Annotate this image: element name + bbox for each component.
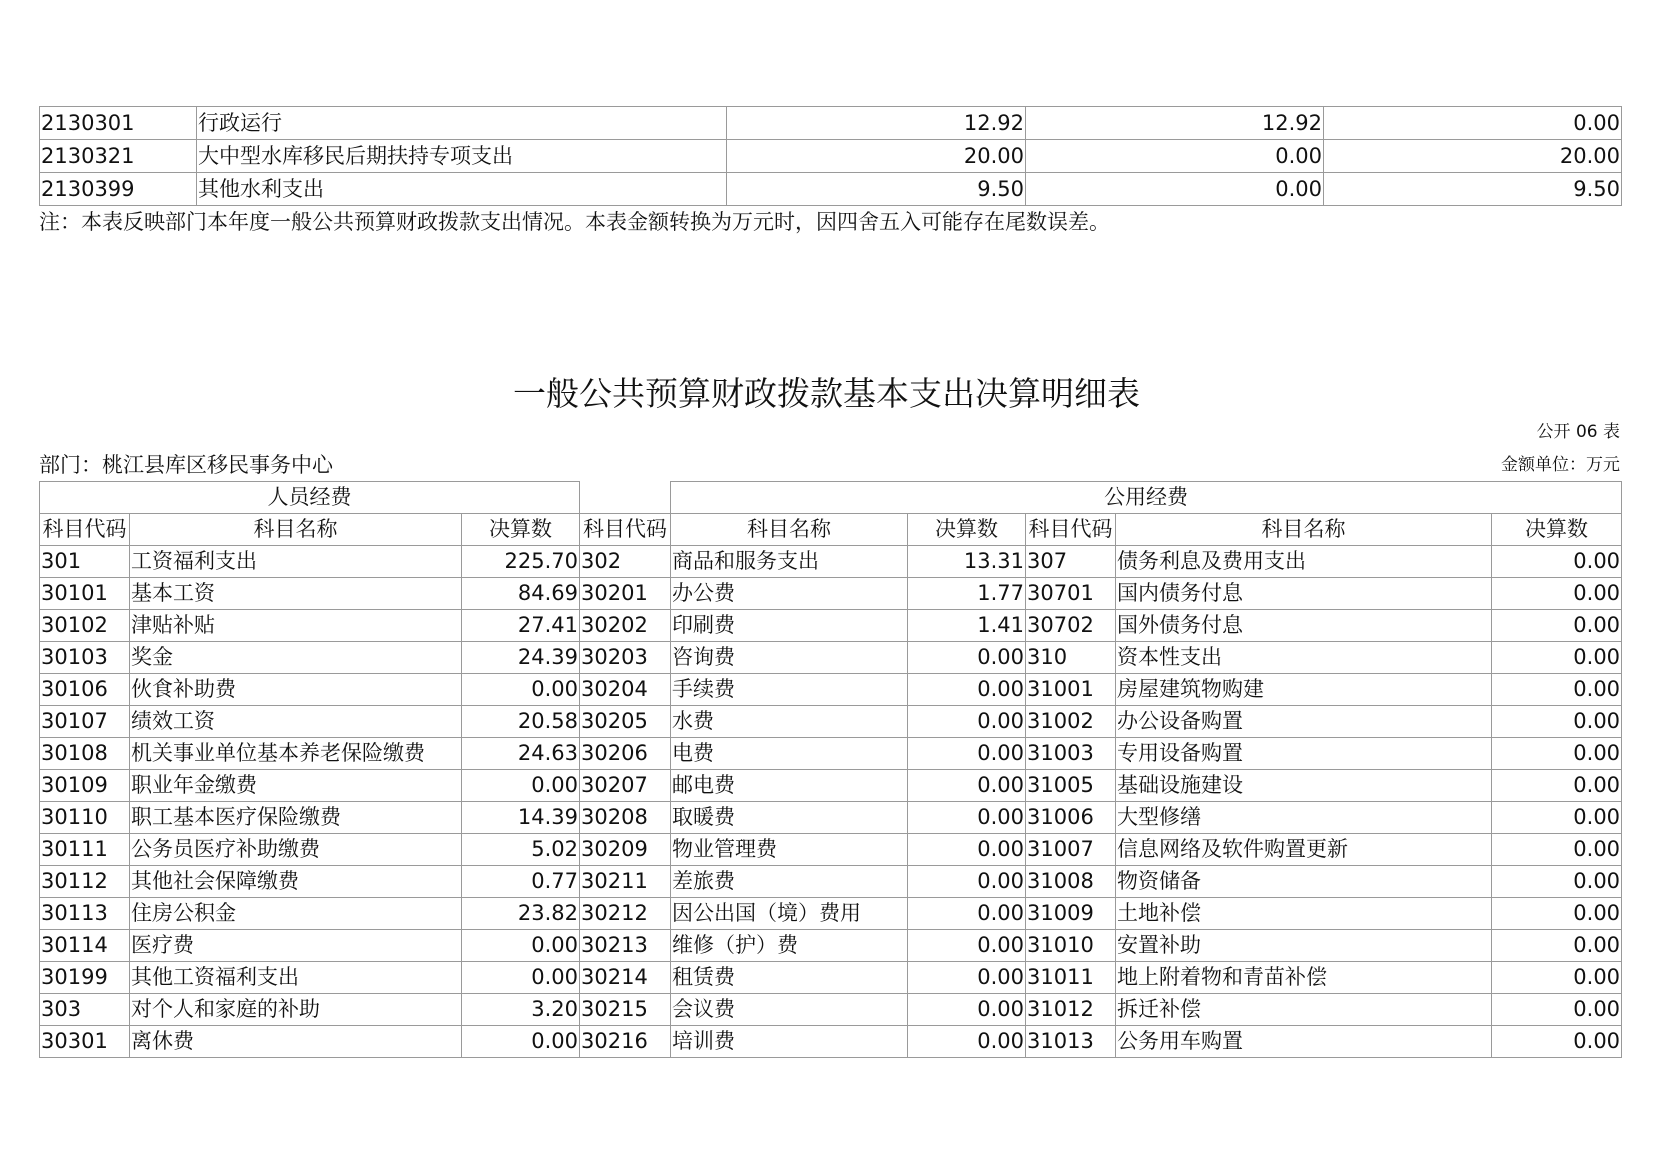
header-amount: 决算数 [1492, 514, 1622, 546]
personnel-amount: 0.00 [462, 930, 580, 962]
personnel-code: 30109 [40, 770, 130, 802]
capital-amount: 0.00 [1492, 962, 1622, 994]
capital-amount: 0.00 [1492, 546, 1622, 578]
header-code: 科目代码 [40, 514, 130, 546]
subject-code: 2130301 [40, 107, 197, 140]
goods-services-amount: 0.00 [908, 642, 1026, 674]
goods-services-amount: 0.00 [908, 866, 1026, 898]
amount-basic: 12.92 [1026, 107, 1324, 140]
capital-code: 30701 [1026, 578, 1116, 610]
goods-services-name: 水费 [671, 706, 908, 738]
capital-amount: 0.00 [1492, 706, 1622, 738]
capital-code: 31007 [1026, 834, 1116, 866]
header-code: 科目代码 [580, 514, 671, 546]
personnel-name: 机关事业单位基本养老保险缴费 [130, 738, 462, 770]
personnel-amount: 14.39 [462, 802, 580, 834]
goods-services-amount: 0.00 [908, 930, 1026, 962]
amount-unit: 金额单位：万元 [1501, 455, 1620, 475]
capital-code: 31009 [1026, 898, 1116, 930]
personnel-name: 基本工资 [130, 578, 462, 610]
amount-total: 12.92 [727, 107, 1026, 140]
goods-services-amount: 0.00 [908, 770, 1026, 802]
personnel-code: 30199 [40, 962, 130, 994]
header-name: 科目名称 [130, 514, 462, 546]
goods-services-amount: 0.00 [908, 898, 1026, 930]
capital-name: 国外债务付息 [1116, 610, 1492, 642]
capital-name: 安置补助 [1116, 930, 1492, 962]
capital-name: 国内债务付息 [1116, 578, 1492, 610]
table-row [40, 834, 1622, 866]
goods-services-name: 物业管理费 [671, 834, 908, 866]
subject-name: 其他水利支出 [197, 173, 727, 206]
capital-code: 31012 [1026, 994, 1116, 1026]
personnel-amount: 0.00 [462, 962, 580, 994]
capital-amount: 0.00 [1492, 994, 1622, 1026]
capital-amount: 0.00 [1492, 930, 1622, 962]
expense-detail-table [39, 481, 1622, 1058]
personnel-name: 绩效工资 [130, 706, 462, 738]
capital-amount: 0.00 [1492, 674, 1622, 706]
capital-code: 31002 [1026, 706, 1116, 738]
personnel-name: 津贴补贴 [130, 610, 462, 642]
personnel-code: 30103 [40, 642, 130, 674]
personnel-amount: 23.82 [462, 898, 580, 930]
personnel-amount: 84.69 [462, 578, 580, 610]
amount-project: 0.00 [1324, 107, 1622, 140]
goods-services-amount: 0.00 [908, 674, 1026, 706]
personnel-amount: 0.00 [462, 770, 580, 802]
prior-table [39, 106, 1622, 206]
capital-name: 房屋建筑物购建 [1116, 674, 1492, 706]
table-row [40, 578, 1622, 610]
personnel-amount: 3.20 [462, 994, 580, 1026]
personnel-amount: 0.77 [462, 866, 580, 898]
capital-amount: 0.00 [1492, 802, 1622, 834]
goods-services-amount: 0.00 [908, 994, 1026, 1026]
goods-services-name: 因公出国（境）费用 [671, 898, 908, 930]
goods-services-code: 30202 [580, 610, 671, 642]
goods-services-code: 30204 [580, 674, 671, 706]
table-row [40, 1026, 1622, 1058]
goods-services-code: 30213 [580, 930, 671, 962]
table-row [40, 770, 1622, 802]
table-row [40, 738, 1622, 770]
personnel-amount: 225.70 [462, 546, 580, 578]
capital-name: 债务利息及费用支出 [1116, 546, 1492, 578]
subject-name: 大中型水库移民后期扶持专项支出 [197, 140, 727, 173]
table-row [40, 546, 1622, 578]
amount-total: 9.50 [727, 173, 1026, 206]
capital-name: 资本性支出 [1116, 642, 1492, 674]
goods-services-code: 30205 [580, 706, 671, 738]
capital-code: 31013 [1026, 1026, 1116, 1058]
capital-name: 专用设备购置 [1116, 738, 1492, 770]
goods-services-code: 30209 [580, 834, 671, 866]
group-gap [580, 482, 671, 514]
goods-services-amount: 1.77 [908, 578, 1026, 610]
personnel-code: 30101 [40, 578, 130, 610]
capital-name: 物资储备 [1116, 866, 1492, 898]
capital-amount: 0.00 [1492, 866, 1622, 898]
goods-services-code: 30207 [580, 770, 671, 802]
header-amount: 决算数 [908, 514, 1026, 546]
table-row [40, 173, 1622, 206]
personnel-code: 30113 [40, 898, 130, 930]
personnel-name: 公务员医疗补助缴费 [130, 834, 462, 866]
goods-services-amount: 13.31 [908, 546, 1026, 578]
header-amount: 决算数 [462, 514, 580, 546]
personnel-code: 30112 [40, 866, 130, 898]
table-row [40, 107, 1622, 140]
column-header-row [40, 514, 1622, 546]
goods-services-amount: 0.00 [908, 802, 1026, 834]
amount-project: 20.00 [1324, 140, 1622, 173]
capital-code: 31011 [1026, 962, 1116, 994]
header-code: 科目代码 [1026, 514, 1116, 546]
personnel-name: 职工基本医疗保险缴费 [130, 802, 462, 834]
goods-services-name: 差旅费 [671, 866, 908, 898]
prior-table-body [40, 107, 1622, 206]
personnel-amount: 24.63 [462, 738, 580, 770]
table-note: 注：本表反映部门本年度一般公共预算财政拨款支出情况。本表金额转换为万元时，因四舍五入可能存在尾数误差。 [39, 210, 1110, 234]
personnel-amount: 20.58 [462, 706, 580, 738]
personnel-name: 伙食补助费 [130, 674, 462, 706]
capital-code: 31001 [1026, 674, 1116, 706]
capital-amount: 0.00 [1492, 610, 1622, 642]
capital-name: 办公设备购置 [1116, 706, 1492, 738]
personnel-amount: 0.00 [462, 1026, 580, 1058]
goods-services-name: 取暖费 [671, 802, 908, 834]
department-label: 部门：桃江县库区移民事务中心 [39, 453, 333, 477]
header-name: 科目名称 [671, 514, 908, 546]
capital-name: 基础设施建设 [1116, 770, 1492, 802]
capital-code: 31010 [1026, 930, 1116, 962]
goods-services-code: 30203 [580, 642, 671, 674]
goods-services-code: 30211 [580, 866, 671, 898]
capital-code: 310 [1026, 642, 1116, 674]
personnel-code: 30301 [40, 1026, 130, 1058]
table-row [40, 642, 1622, 674]
personnel-name: 医疗费 [130, 930, 462, 962]
personnel-code: 30108 [40, 738, 130, 770]
group-header-row [40, 482, 1622, 514]
personnel-code: 303 [40, 994, 130, 1026]
goods-services-amount: 0.00 [908, 834, 1026, 866]
capital-amount: 0.00 [1492, 738, 1622, 770]
personnel-code: 301 [40, 546, 130, 578]
capital-amount: 0.00 [1492, 1026, 1622, 1058]
table-row [40, 802, 1622, 834]
goods-services-name: 印刷费 [671, 610, 908, 642]
page-title: 一般公共预算财政拨款基本支出决算明细表 [513, 374, 1140, 413]
goods-services-code: 30215 [580, 994, 671, 1026]
personnel-name: 工资福利支出 [130, 546, 462, 578]
capital-name: 土地补偿 [1116, 898, 1492, 930]
goods-services-name: 电费 [671, 738, 908, 770]
goods-services-amount: 0.00 [908, 962, 1026, 994]
header-name: 科目名称 [1116, 514, 1492, 546]
goods-services-code: 30214 [580, 962, 671, 994]
table-row [40, 898, 1622, 930]
goods-services-amount: 0.00 [908, 1026, 1026, 1058]
capital-code: 31005 [1026, 770, 1116, 802]
table-row [40, 962, 1622, 994]
personnel-amount: 24.39 [462, 642, 580, 674]
personnel-amount: 27.41 [462, 610, 580, 642]
goods-services-code: 302 [580, 546, 671, 578]
capital-code: 31006 [1026, 802, 1116, 834]
goods-services-code: 30201 [580, 578, 671, 610]
capital-code: 30702 [1026, 610, 1116, 642]
personnel-name: 其他社会保障缴费 [130, 866, 462, 898]
amount-basic: 0.00 [1026, 140, 1324, 173]
capital-amount: 0.00 [1492, 834, 1622, 866]
goods-services-amount: 1.41 [908, 610, 1026, 642]
personnel-name: 职业年金缴费 [130, 770, 462, 802]
personnel-code: 30102 [40, 610, 130, 642]
personnel-name: 其他工资福利支出 [130, 962, 462, 994]
table-row [40, 140, 1622, 173]
personnel-name: 住房公积金 [130, 898, 462, 930]
goods-services-code: 30212 [580, 898, 671, 930]
capital-name: 拆迁补偿 [1116, 994, 1492, 1026]
group-public: 公用经费 [671, 482, 1622, 514]
goods-services-code: 30206 [580, 738, 671, 770]
amount-basic: 0.00 [1026, 173, 1324, 206]
form-number: 公开 06 表 [1536, 422, 1620, 442]
goods-services-name: 办公费 [671, 578, 908, 610]
table-row [40, 706, 1622, 738]
goods-services-name: 商品和服务支出 [671, 546, 908, 578]
capital-amount: 0.00 [1492, 898, 1622, 930]
personnel-code: 30106 [40, 674, 130, 706]
personnel-amount: 0.00 [462, 674, 580, 706]
personnel-name: 奖金 [130, 642, 462, 674]
amount-total: 20.00 [727, 140, 1026, 173]
subject-code: 2130399 [40, 173, 197, 206]
capital-amount: 0.00 [1492, 578, 1622, 610]
subject-name: 行政运行 [197, 107, 727, 140]
goods-services-name: 咨询费 [671, 642, 908, 674]
personnel-code: 30110 [40, 802, 130, 834]
capital-code: 307 [1026, 546, 1116, 578]
table-row [40, 930, 1622, 962]
amount-project: 9.50 [1324, 173, 1622, 206]
goods-services-name: 会议费 [671, 994, 908, 1026]
table-row [40, 994, 1622, 1026]
capital-code: 31008 [1026, 866, 1116, 898]
capital-code: 31003 [1026, 738, 1116, 770]
goods-services-name: 邮电费 [671, 770, 908, 802]
personnel-name: 离休费 [130, 1026, 462, 1058]
capital-name: 地上附着物和青苗补偿 [1116, 962, 1492, 994]
capital-amount: 0.00 [1492, 642, 1622, 674]
capital-name: 信息网络及软件购置更新 [1116, 834, 1492, 866]
personnel-code: 30111 [40, 834, 130, 866]
subject-code: 2130321 [40, 140, 197, 173]
table-row [40, 674, 1622, 706]
goods-services-code: 30216 [580, 1026, 671, 1058]
capital-name: 大型修缮 [1116, 802, 1492, 834]
goods-services-name: 培训费 [671, 1026, 908, 1058]
goods-services-code: 30208 [580, 802, 671, 834]
capital-amount: 0.00 [1492, 770, 1622, 802]
goods-services-amount: 0.00 [908, 738, 1026, 770]
personnel-name: 对个人和家庭的补助 [130, 994, 462, 1026]
personnel-code: 30107 [40, 706, 130, 738]
personnel-amount: 5.02 [462, 834, 580, 866]
group-personnel: 人员经费 [40, 482, 580, 514]
personnel-code: 30114 [40, 930, 130, 962]
table-row [40, 866, 1622, 898]
goods-services-amount: 0.00 [908, 706, 1026, 738]
table-row [40, 610, 1622, 642]
goods-services-name: 租赁费 [671, 962, 908, 994]
goods-services-name: 维修（护）费 [671, 930, 908, 962]
capital-name: 公务用车购置 [1116, 1026, 1492, 1058]
expense-detail-body [40, 546, 1622, 1058]
goods-services-name: 手续费 [671, 674, 908, 706]
